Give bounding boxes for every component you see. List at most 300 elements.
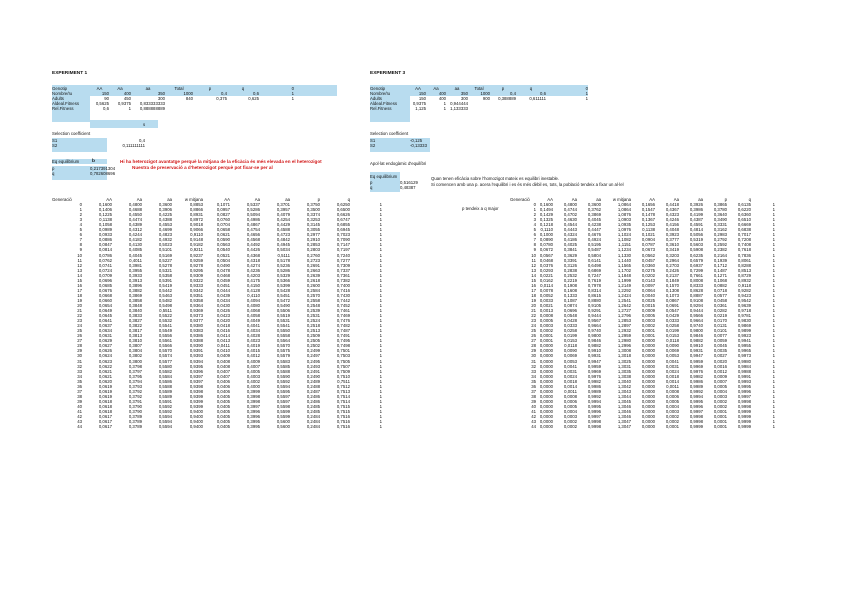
table-cell: 12 (531, 262, 536, 268)
table-cell: 0,0000 (641, 419, 655, 425)
table-cell: 0,7501 (336, 348, 350, 354)
table-row (370, 185, 430, 190)
right-side-label: p tendeix a q major (462, 206, 499, 211)
table-cell: 0,5169 (158, 252, 172, 258)
table-cell: 0,9998 (737, 403, 751, 409)
table-cell: 0,0673 (641, 247, 655, 253)
table-cell: 0,2838 (563, 267, 577, 273)
table-cell: 0,0361 (713, 302, 727, 308)
table-cell: 0,5419 (158, 282, 172, 288)
table-cell: 1 (379, 408, 382, 414)
table-cell: 40 (531, 403, 536, 409)
table-cell: 0,611111 (529, 96, 546, 102)
table-cell: 0,5908 (689, 247, 703, 253)
table-cell: 0,4429 (276, 222, 290, 228)
table-cell: 0,4058 (246, 313, 260, 319)
table-cell: 0,5592 (158, 403, 172, 409)
table-cell: 1 (379, 318, 382, 324)
table-cell: 0,9018 (189, 222, 203, 228)
table-cell: 0,7400 (336, 282, 350, 288)
sel-key: S2 (52, 143, 58, 149)
table-cell: 0,4005 (246, 368, 260, 374)
table-cell: 0,5532 (158, 318, 172, 324)
table-cell: 1 (772, 333, 775, 339)
table-cell: 1 (772, 368, 775, 374)
table-cell: 1 (379, 302, 382, 308)
table-cell: 0,9973 (737, 353, 751, 359)
table-cell: 1 (772, 318, 775, 324)
table-cell: 0,0000 (539, 419, 553, 425)
table-cell: 1 (379, 403, 382, 409)
table-cell: 1 (772, 247, 775, 253)
table-cell: 1,2897 (617, 323, 631, 329)
table-cell: 0,3923 (665, 232, 679, 238)
table-cell: 0,4842 (276, 237, 290, 243)
table-cell: 1 (772, 297, 775, 303)
table-cell (193, 106, 227, 111)
table-cell: 0,3789 (128, 424, 142, 430)
table-cell: 5 (533, 227, 536, 233)
table-cell: 1 (772, 414, 775, 420)
table-cell: 25 (531, 328, 536, 334)
table-cell: 1,3047 (617, 424, 631, 430)
table-cell: 0,1073 (665, 292, 679, 298)
table-cell: 1 (772, 308, 775, 314)
table-cell: 0,0360 (641, 262, 655, 268)
table-cell: 0,5592 (276, 378, 290, 384)
table-cell: 0,4924 (587, 237, 601, 243)
table-cell: 0,1908 (563, 282, 577, 288)
table-cell: 0,0814 (98, 247, 112, 253)
table-cell: 0,9996 (737, 388, 751, 394)
table-cell: 36 (531, 383, 536, 389)
table-cell: 0,9740 (587, 328, 601, 334)
table-cell: 0,9959 (689, 358, 703, 364)
table-cell: 0,9923 (737, 333, 751, 339)
table-cell: 0,0258 (665, 323, 679, 329)
table-cell: 0,0696 (98, 277, 112, 283)
table-cell: 1 (772, 217, 775, 223)
table-cell: 0,6498 (587, 262, 601, 268)
header-cell: AA (649, 197, 655, 202)
table-cell: 0,5582 (158, 368, 172, 374)
table-cell: 0,944444 (450, 101, 468, 107)
table-cell: 0,0618 (98, 408, 112, 414)
table-cell: 0,8931 (189, 212, 203, 218)
table-cell: 29 (531, 348, 536, 354)
table-row (52, 171, 120, 176)
table-cell: 33 (77, 368, 82, 374)
table-cell: 0,0408 (216, 358, 230, 364)
table-cell: 0,0780 (539, 242, 553, 248)
table-cell: 0,0521 (216, 252, 230, 258)
table-cell: 350 (157, 91, 165, 97)
header-cell: p (724, 197, 727, 202)
table-cell: 0,2487 (306, 388, 320, 394)
table-cell: 0,0153 (563, 338, 577, 344)
header-cell: aa (596, 197, 601, 202)
table-cell: 1 (772, 378, 775, 384)
table-cell: 0,0219 (713, 313, 727, 319)
table-cell: 1,0876 (617, 212, 631, 218)
table-cell: 0,0090 (665, 343, 679, 349)
header-cell: Aa (571, 197, 577, 202)
table-cell: 1 (772, 212, 775, 218)
table-cell: 1 (772, 227, 775, 233)
table-cell: 0,2691 (306, 262, 320, 268)
table-cell: 20 (77, 302, 82, 308)
table-cell: 0,0618 (98, 403, 112, 409)
table-cell: 0,3790 (128, 408, 142, 414)
table-cell: 0,4367 (665, 207, 679, 213)
table-cell: 38 (77, 393, 82, 399)
table-cell: 0,7337 (336, 267, 350, 273)
table-cell: 0,7247 (587, 272, 601, 278)
table-cell: 0,4015 (246, 348, 260, 354)
table-cell: 1,1848 (617, 272, 631, 278)
table-cell: 0,1600 (98, 202, 112, 208)
table-cell: 400 (123, 91, 131, 97)
table-cell: 0,0004 (713, 388, 727, 394)
table-cell: 0,9910 (689, 343, 703, 349)
table-cell: 0,5590 (276, 373, 290, 379)
table-cell: 0,0170 (713, 318, 727, 324)
table-cell: 1 (772, 323, 775, 329)
table-cell: 0,0620 (98, 378, 112, 384)
table-cell: 0,0000 (539, 383, 553, 389)
table-cell: 0,1021 (641, 232, 655, 238)
table-cell: 0,7197 (336, 247, 350, 253)
table-cell: 0,1406 (98, 207, 112, 213)
table-cell: 0,8628 (689, 287, 703, 293)
table-cell: Adults (370, 96, 382, 102)
table-cell: 6 (79, 232, 82, 238)
table-cell: 0,0649 (98, 308, 112, 314)
table-cell: 1000 (183, 91, 193, 97)
table-cell: 1 (772, 373, 775, 379)
table-cell: 0,4 (221, 91, 227, 97)
table-cell: 0,7208 (737, 237, 751, 243)
table-cell: 0,9982 (689, 373, 703, 379)
table-cell: 0,0933 (98, 232, 112, 238)
table-cell: 0,7469 (336, 313, 350, 319)
table-cell: 0,0685 (98, 282, 112, 288)
table-cell: 0,0293 (539, 267, 553, 273)
table-cell: 0,0376 (539, 262, 553, 268)
table-cell: 0,0000 (539, 414, 553, 420)
table-cell: 0,9976 (689, 368, 703, 374)
table-cell: 400 (438, 96, 446, 102)
table-cell: 1 (772, 363, 775, 369)
table-cell: 0,5490 (276, 302, 290, 308)
left-eq-table (52, 166, 120, 176)
table-cell: 0,9423 (737, 292, 751, 298)
table-cell: 0,0890 (539, 237, 553, 243)
right-eq-table (370, 180, 430, 190)
table-cell: 8 (533, 242, 536, 248)
table-cell: 0,4011 (129, 257, 142, 263)
table-cell: 0,0005 (539, 318, 553, 324)
table-cell: 0,9995 (737, 383, 751, 389)
table-cell: 0,3800 (128, 358, 142, 364)
table-cell: 0,0645 (98, 313, 112, 319)
table-cell: 0,2983 (713, 232, 727, 238)
table-cell: 0,0787 (641, 242, 655, 248)
header-cell: Generació (52, 197, 72, 202)
table-cell: 0,9567 (587, 318, 601, 324)
table-cell: 1 (379, 287, 382, 293)
table-cell: 1 (585, 91, 588, 97)
table-cell: 0,3145 (306, 222, 320, 228)
table-cell: 0,4246 (665, 217, 679, 223)
table-cell: 1,1234 (617, 247, 631, 253)
table-cell: 0,7017 (737, 232, 751, 238)
table-cell (516, 106, 546, 111)
table-cell: 0,7090 (336, 237, 350, 243)
table-cell: 0,7618 (737, 247, 751, 253)
table-cell: 0,3813 (128, 333, 142, 339)
table-cell: 0,0002 (665, 414, 679, 420)
table-cell: 0,0000 (641, 383, 655, 389)
table-cell: 0,1849 (665, 277, 679, 283)
table-cell: 1,3042 (617, 383, 631, 389)
table-cell: 1 (379, 333, 382, 339)
table-cell: 150 (418, 91, 426, 97)
table-cell: 1 (772, 292, 775, 298)
table-cell: 0,8729 (737, 272, 751, 278)
table-cell: 0,9740 (689, 323, 703, 329)
table-cell: 1 (379, 222, 382, 228)
header-cell: w mitjana (184, 197, 203, 202)
table-cell: 42 (531, 414, 536, 420)
table-cell: 0,0562 (641, 252, 655, 258)
table-cell: 1,125 (415, 106, 426, 112)
table-cell: 0,5482 (158, 297, 172, 303)
table-cell: 0,3896 (128, 282, 142, 288)
table-cell: 0,7514 (336, 398, 350, 404)
header-cell: AA (96, 86, 103, 91)
right-note-2: Si comencen amb una p. acera l'equilibri i es és més dèbil es, tots, la població tendeix a fixar un al·lel (431, 182, 624, 187)
table-cell: 0,9989 (587, 388, 601, 394)
table-cell: 0,3802 (128, 353, 142, 359)
table-cell: 0,2539 (306, 308, 320, 314)
table-cell: 0,4702 (563, 212, 577, 218)
table-cell: 0,0904 (641, 237, 655, 243)
table-cell: 0,6 (253, 91, 259, 97)
table-cell: 7 (533, 237, 536, 243)
table-cell: 0,7661 (689, 272, 703, 278)
table-cell: 0,3490 (713, 217, 727, 223)
table-cell: 0,0629 (98, 338, 112, 344)
table-cell: 1 (379, 267, 382, 273)
table-cell: 0,0709 (98, 272, 112, 278)
table-cell: 0,0696 (563, 308, 577, 314)
table-cell: 0,2977 (306, 232, 320, 238)
table-cell: 1 (379, 323, 382, 329)
table-cell: 1 (379, 247, 382, 253)
table-cell: 0,0000 (539, 393, 553, 399)
table-cell: 0,9997 (587, 414, 601, 420)
table-cell: 23 (531, 318, 536, 324)
table-cell: 24 (531, 323, 536, 329)
table-cell: 0,0002 (713, 398, 727, 404)
table-cell: 0,4203 (246, 272, 260, 278)
table-cell: 1,3046 (617, 403, 631, 409)
table-cell: 0,0013 (539, 308, 553, 314)
table-cell: 1 (128, 106, 131, 112)
table-cell: 0,0617 (98, 424, 112, 430)
table-cell: 0,0002 (563, 424, 577, 430)
header-cell: Total (474, 86, 484, 91)
table-cell: 0,2964 (665, 257, 679, 263)
table-cell: 0,0434 (216, 297, 230, 303)
table-cell: 0,9997 (689, 408, 703, 414)
table-cell: 1,0864 (617, 202, 631, 208)
table-cell: 0,3869 (128, 292, 142, 298)
table-cell: 0,6 (540, 91, 546, 97)
table-cell: 0,4150 (246, 282, 260, 288)
table-cell: 0,0410 (216, 348, 230, 354)
table-cell: 0,4588 (276, 227, 290, 233)
right-selection-table (370, 138, 440, 148)
table-cell: 1000 (480, 91, 490, 97)
table-cell: 0,5511 (159, 308, 172, 314)
table-cell: 0,0009 (713, 373, 727, 379)
table-cell: 0,2426 (665, 267, 679, 273)
table-cell: 0,0162 (539, 277, 553, 283)
table-cell: 0,0008 (539, 313, 553, 319)
table-cell: 0,0624 (98, 353, 112, 359)
table-cell: 0,9377 (189, 318, 203, 324)
table-cell: 0,5561 (158, 338, 172, 344)
table-cell: 0,3600 (158, 202, 172, 208)
table-cell: 0,4945 (276, 242, 290, 248)
table-cell: 0,9342 (189, 287, 203, 293)
table-cell: 0,5498 (158, 302, 172, 308)
table-cell: 0,4568 (246, 237, 260, 243)
table-cell: 0,0053 (665, 353, 679, 359)
table-cell: 1 (772, 282, 775, 288)
table-cell: 0,0786 (98, 252, 112, 258)
table-cell: 1,2932 (617, 328, 631, 334)
table-cell: 0,7382 (336, 277, 350, 283)
table-cell: 0,833333333 (139, 101, 165, 107)
table-cell: 0,0333 (563, 323, 577, 329)
table-cell: 0,4182 (128, 237, 142, 243)
table-cell: 0,3794 (128, 378, 142, 384)
table-cell: 1 (379, 363, 382, 369)
table-cell: 0,3882 (128, 287, 142, 293)
sel-value: 0,4 (139, 138, 145, 143)
table-cell: 0,9994 (587, 398, 601, 404)
sel-key: S1 (52, 138, 58, 143)
table-cell: 0,9322 (189, 277, 203, 283)
table-cell: 1,3043 (617, 388, 631, 394)
table-cell: 0,9397 (189, 373, 203, 379)
table-cell: 0,7509 (336, 368, 350, 374)
table-cell: 0,4368 (246, 252, 260, 258)
table-cell: 0,9781 (737, 313, 751, 319)
table-cell: 0,0020 (713, 358, 727, 364)
table-cell (490, 106, 516, 111)
table-cell: 1 (291, 96, 294, 102)
table-cell: 0,0001 (539, 338, 553, 344)
table-cell: 0,1478 (641, 212, 655, 218)
table-cell: 0,3780 (713, 207, 727, 213)
table-cell: 0,7503 (336, 353, 350, 359)
table-cell: 0,9351 (189, 292, 203, 298)
table-cell: 0,5564 (276, 338, 290, 344)
table-cell: 1,0935 (617, 222, 631, 228)
table-cell: 0,0078 (539, 287, 553, 293)
table-cell: 0,9386 (189, 333, 203, 339)
table-cell: 17 (531, 287, 536, 293)
table-cell: 11 (77, 257, 82, 263)
table-cell: 0,0000 (641, 393, 655, 399)
table-cell: 0,0619 (98, 383, 112, 389)
table-cell: 30 (531, 353, 536, 359)
table-cell: 0,2485 (306, 408, 320, 414)
table-cell: 0,0000 (539, 343, 553, 349)
table-cell: 0,5023 (158, 242, 172, 248)
table-cell: 1,1565 (617, 262, 631, 268)
table-cell: 0,9910 (587, 348, 601, 354)
table-cell: 0,0827 (216, 212, 230, 218)
table-cell: 0,3997 (246, 403, 260, 409)
table-cell: 0,9830 (737, 318, 751, 324)
table-cell: 0,0002 (665, 419, 679, 425)
table-cell: 1,3040 (617, 378, 631, 384)
table-cell: 0,9869 (737, 323, 751, 329)
table-cell: 0,5598 (276, 403, 290, 409)
table-cell: 0,9259 (189, 257, 203, 263)
table-cell: 44 (77, 424, 82, 430)
table-cell: 0,2518 (306, 323, 320, 329)
table-cell: 0,4867 (246, 222, 260, 228)
table-cell: 43 (531, 419, 536, 425)
table-cell: 0,3858 (128, 297, 142, 303)
table-cell: 0,4110 (247, 292, 260, 298)
table-cell: 0,0016 (713, 363, 727, 369)
left-eq-label: Eq equilibrium (52, 159, 80, 164)
table-cell: 0,7491 (336, 333, 350, 339)
table-cell: 0,6141 (587, 257, 601, 263)
table-cell: 0,5319 (689, 237, 703, 243)
table-cell: 0,0590 (216, 237, 230, 243)
table-cell (227, 106, 259, 111)
table-cell: 0,3998 (246, 393, 260, 399)
table-cell: 0 (79, 202, 82, 208)
table-cell: 0,4699 (158, 227, 172, 233)
table-cell: 0,0000 (539, 353, 553, 359)
table-cell: 0,8972 (189, 217, 203, 223)
header-cell: aa (698, 197, 703, 202)
table-cell: 0,0874 (563, 302, 577, 308)
table-cell: 16 (77, 282, 82, 288)
table-cell: 0,4800 (563, 202, 577, 208)
table-cell: 0,0001 (539, 333, 553, 339)
table-cell: 0,0031 (563, 368, 577, 374)
table-cell: 0,7619 (587, 277, 601, 283)
table-cell: 0,7512 (336, 383, 350, 389)
table-cell: 0,0504 (216, 257, 230, 263)
table-cell: 0,0760 (216, 217, 230, 223)
table-cell: 16 (531, 282, 536, 288)
table-cell: 0,0000 (641, 378, 655, 384)
table-cell: 0,388889 (498, 96, 516, 102)
table-cell: 0,5329 (276, 272, 290, 278)
header-cell: AA (224, 197, 230, 202)
